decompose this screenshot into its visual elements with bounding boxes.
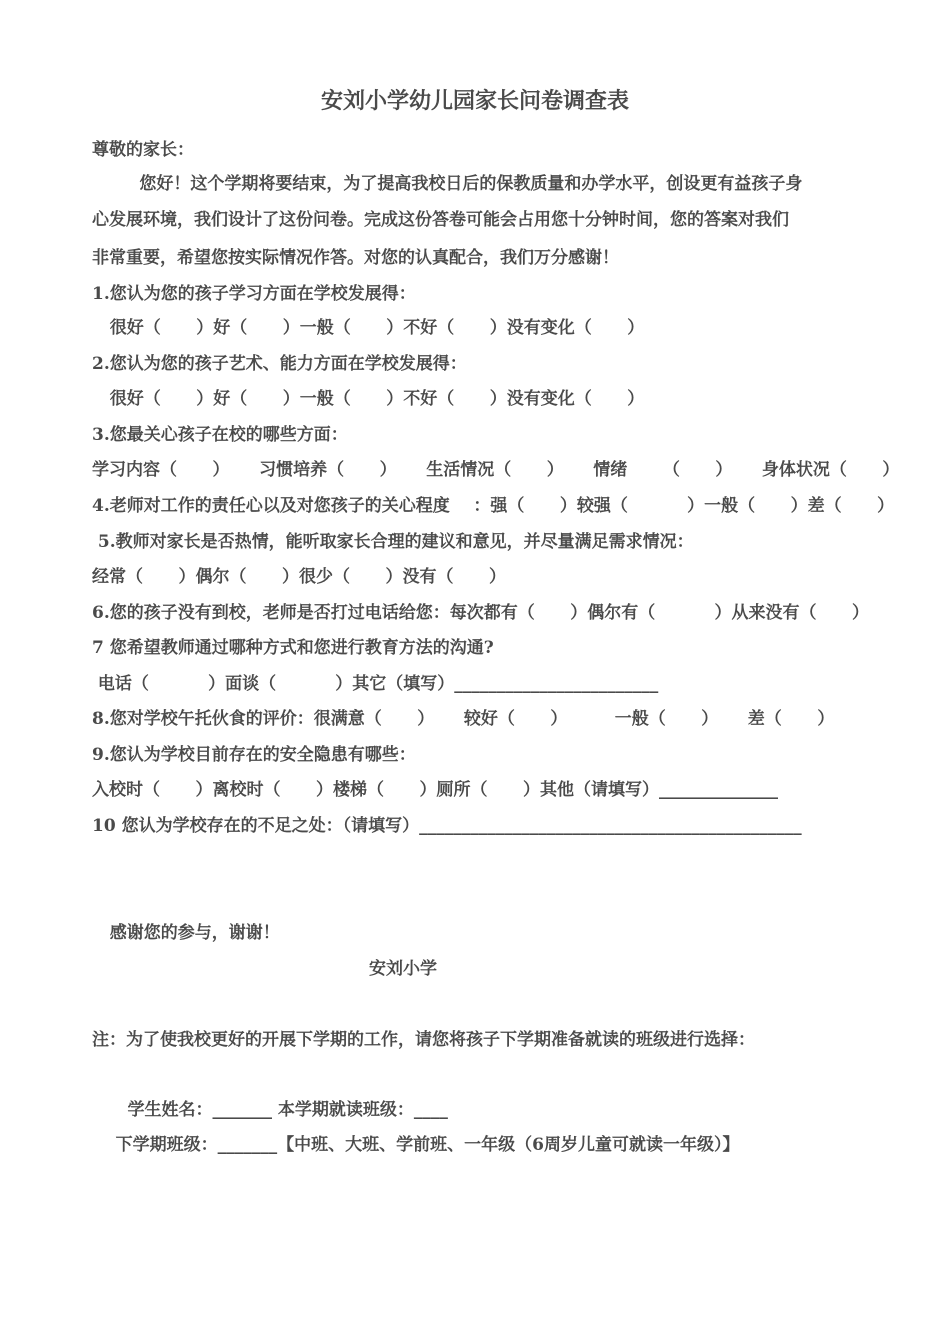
intro-line-3: 非常重要，希望您按实际情况作答。对您的认真配合，我们万分感谢！ <box>92 248 619 268</box>
thanks-text: 感谢您的参与，谢谢！ <box>92 923 280 943</box>
question-1-options[interactable]: 很好（ ）好（ ）一般（ ）不好（ ）没有变化（ ） <box>92 318 645 338</box>
question-3-options[interactable]: 学习内容（ ） 习惯培养（ ） 生活情况（ ） 情绪 （ ） 身体状况（ ） <box>92 460 900 480</box>
question-5: 5.教师对家长是否热情，能听取家长合理的建议和意见，并尽量满足需求情况： <box>92 532 694 552</box>
question-10[interactable]: 10 您认为学校存在的不足之处：（请填写）_____________________________________________ <box>92 816 802 836</box>
question-5-options[interactable]: 经常（ ）偶尔（ ）很少（ ）没有（ ） <box>92 567 507 587</box>
page-title: 安刘小学幼儿园家长问卷调查表 <box>320 88 629 114</box>
intro-line-1: 您好！这个学期将要结束，为了提高我校日后的保教质量和办学水平，创设更有益孩子身 <box>92 174 803 194</box>
greeting: 尊敬的家长： <box>92 140 194 160</box>
question-7: 7 您希望教师通过哪种方式和您进行教育方法的沟通? <box>92 638 494 658</box>
question-6[interactable]: 6.您的孩子没有到校，老师是否打过电话给您：每次都有（ ）偶尔有（ ）从来没有（ ） <box>92 603 869 623</box>
question-4[interactable]: 4.老师对工作的责任心以及对您孩子的关心程度 ：强（ ）较强（ ）一般（ ）差（ ） <box>92 496 895 516</box>
question-8[interactable]: 8.您对学校午托伙食的评价：很满意（ ） 较好（ ） 一般（ ） 差（ ） <box>92 709 835 729</box>
question-1: 1.您认为您的孩子学习方面在学校发展得： <box>92 284 416 304</box>
question-9: 9.您认为学校目前存在的安全隐患有哪些： <box>92 745 416 765</box>
question-7-options[interactable]: 电话（ ）面谈（ ）其它（填写）________________________ <box>92 674 659 694</box>
intro-line-2: 心发展环境，我们设计了这份问卷。完成这份答卷可能会占用您十分钟时间，您的答案对我们 <box>92 210 789 230</box>
question-2: 2.您认为您的孩子艺术、能力方面在学校发展得： <box>92 354 467 374</box>
student-info-line[interactable]: 学生姓名：_______ 本学期就读班级：____ <box>92 1100 448 1120</box>
question-3: 3.您最关心孩子在校的哪些方面： <box>92 425 348 445</box>
signature: 安刘小学 <box>369 959 437 979</box>
note-text: 注：为了使我校更好的开展下学期的工作，请您将孩子下学期准备就读的班级进行选择： <box>92 1030 755 1050</box>
next-term-class-line[interactable]: 下学期班级：_______【中班、大班、学前班、一年级（6周岁儿童可就读一年级）】 <box>92 1135 740 1155</box>
question-2-options[interactable]: 很好（ ）好（ ）一般（ ）不好（ ）没有变化（ ） <box>92 389 645 409</box>
question-9-options[interactable]: 入校时（ ）离校时（ ）楼梯（ ）厕所（ ）其他（请填写）______________ <box>92 780 779 800</box>
